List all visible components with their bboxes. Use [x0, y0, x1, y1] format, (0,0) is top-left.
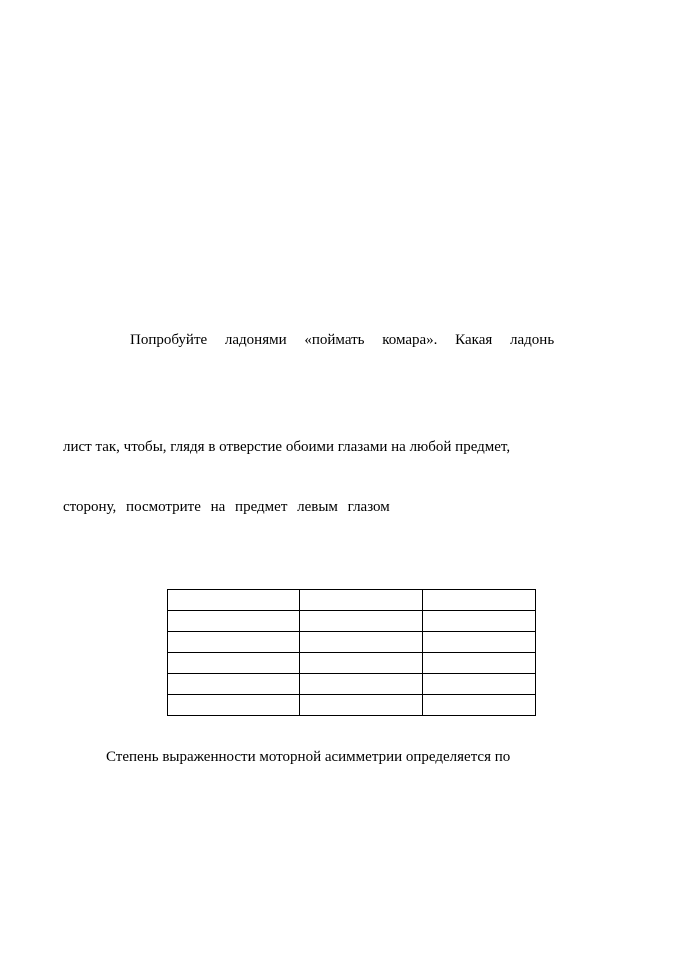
- table-cell: [168, 611, 300, 632]
- table-cell: [423, 632, 536, 653]
- table-row: [168, 674, 536, 695]
- empty-results-table: [167, 589, 536, 716]
- table-cell: [423, 674, 536, 695]
- table-cell: [168, 590, 300, 611]
- paragraph-line-sheet-hole: лист так, чтобы, глядя в отверстие обоими глазами на любой предмет,: [63, 439, 511, 455]
- table-cell: [423, 590, 536, 611]
- table-row: [168, 590, 536, 611]
- table-row: [168, 695, 536, 716]
- table-row: [168, 632, 536, 653]
- results-table-body: [168, 590, 536, 716]
- table-cell: [423, 611, 536, 632]
- table-cell: [423, 653, 536, 674]
- table-cell: [168, 653, 300, 674]
- table-cell: [168, 632, 300, 653]
- paragraph-line-catch-mosquito: Попробуйте ладонями «поймать комара». Какая ладонь: [130, 332, 555, 348]
- table-cell: [300, 590, 423, 611]
- paragraph-line-left-eye: сторону, посмотрите на предмет левым глазом: [63, 499, 390, 515]
- table-row: [168, 611, 536, 632]
- table-cell: [168, 695, 300, 716]
- table-cell: [300, 695, 423, 716]
- table-cell: [168, 674, 300, 695]
- table-row: [168, 653, 536, 674]
- table-cell: [300, 674, 423, 695]
- table-cell: [300, 632, 423, 653]
- paragraph-line-motor-asymmetry: Степень выраженности моторной асимметрии определяется по: [106, 749, 511, 765]
- table-cell: [300, 611, 423, 632]
- table-cell: [300, 653, 423, 674]
- table-cell: [423, 695, 536, 716]
